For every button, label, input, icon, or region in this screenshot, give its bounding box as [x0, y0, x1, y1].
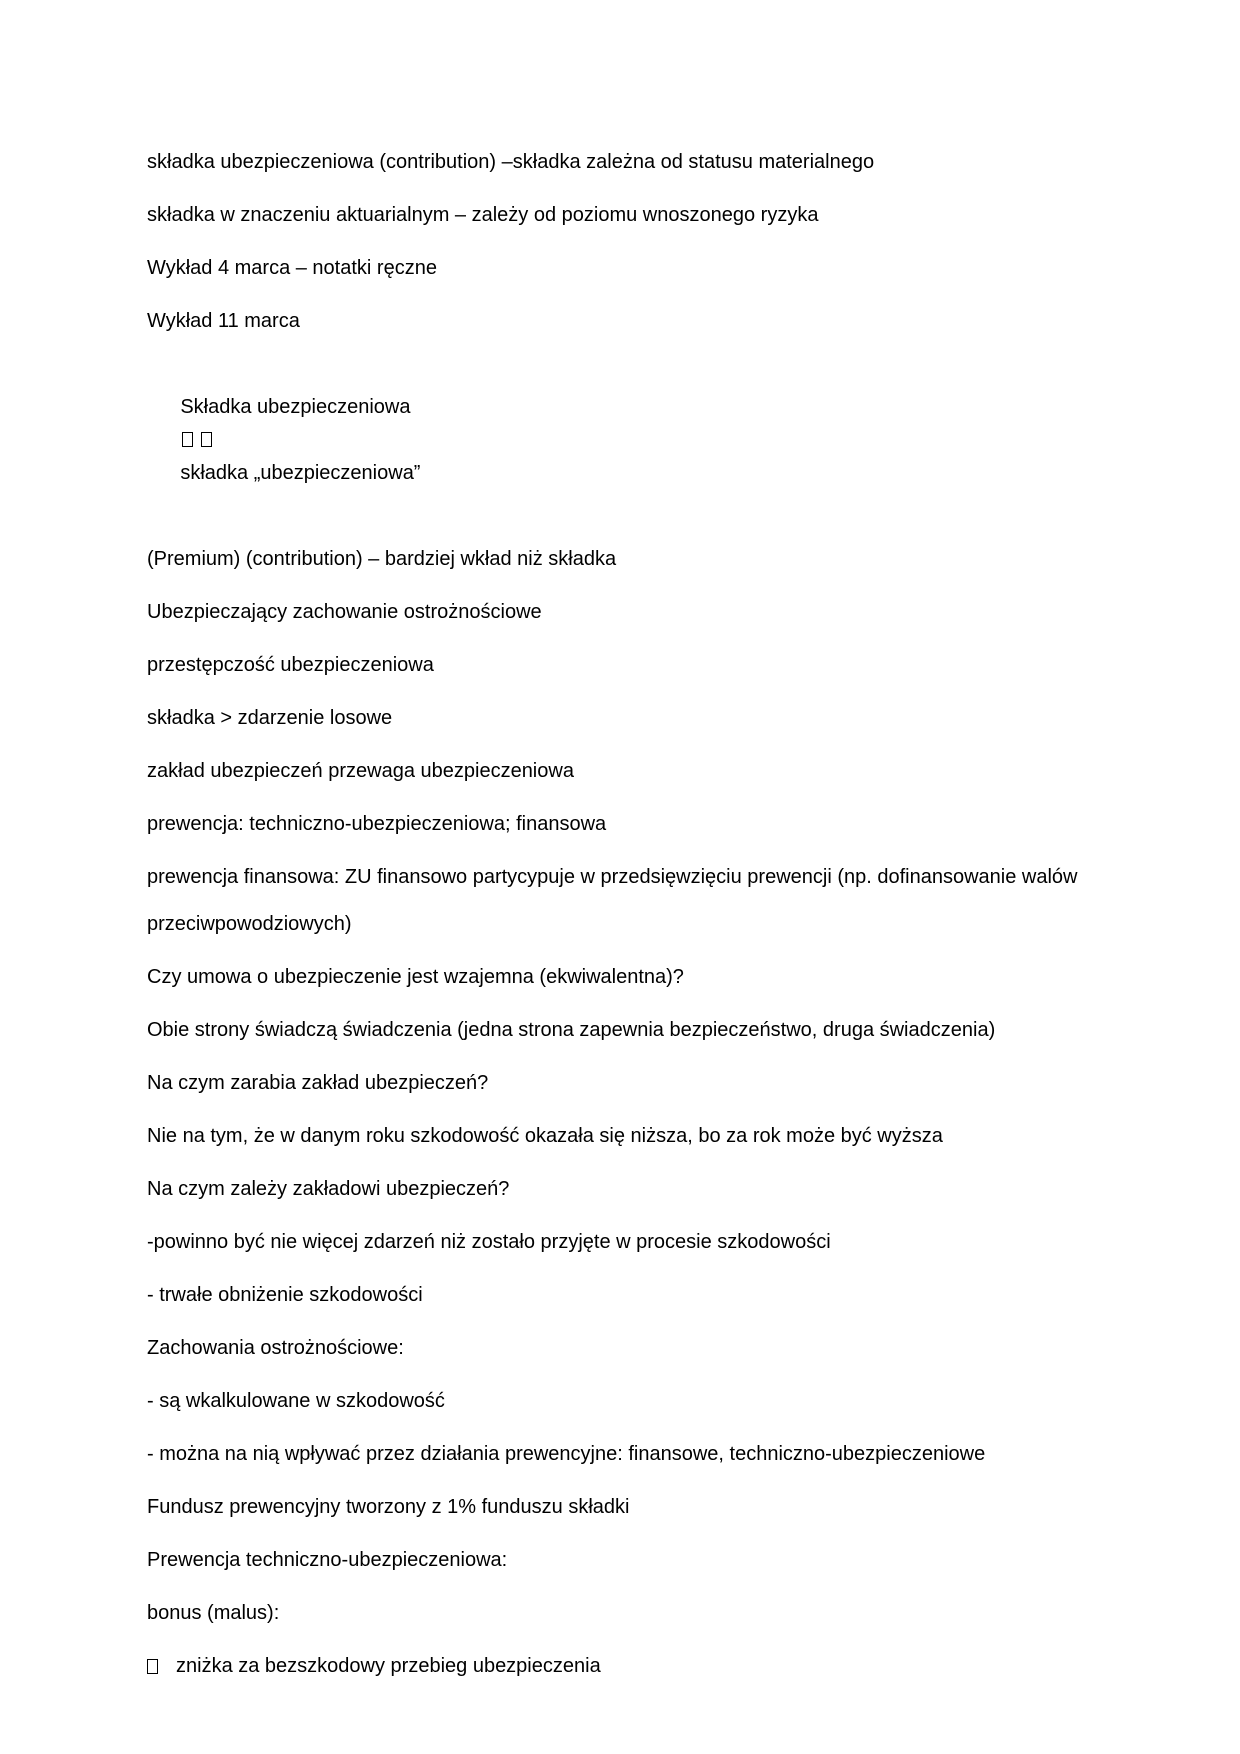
paragraph: zakład ubezpieczeń przewaga ubezpieczeniowa [147, 760, 574, 782]
paragraph: -powinno być nie więcej zdarzeń niż zostało przyjęte w procesie szkodowości [147, 1231, 831, 1253]
missing-glyph-icon [201, 432, 212, 447]
paragraph: Na czym zarabia zakład ubezpieczeń? [147, 1072, 489, 1094]
bullet-text: zniżka za bezszkodowy przebieg ubezpieczenia [176, 1655, 601, 1677]
paragraph-text-after: składka „ubezpieczeniowa” [180, 462, 421, 484]
paragraph: Na czym zależy zakładowi ubezpieczeń? [147, 1178, 510, 1200]
paragraph: Wykład 4 marca – notatki ręczne [147, 257, 437, 279]
paragraph: Czy umowa o ubezpieczenie jest wzajemna (ekwiwalentna)? [147, 966, 684, 988]
paragraph: Obie strony świadczą świadczenia (jedna strona zapewnia bezpieczeństwo, druga świadczenia) [147, 1019, 996, 1041]
paragraph: - trwałe obniżenie szkodowości [147, 1284, 423, 1306]
paragraph: Prewencja techniczno-ubezpieczeniowa: [147, 1549, 508, 1571]
paragraph: Ubezpieczający zachowanie ostrożnościowe [147, 601, 542, 623]
paragraph: Wykład 11 marca [147, 310, 300, 332]
missing-glyph-icon [182, 432, 193, 447]
paragraph-with-symbols [147, 358, 1087, 523]
paragraph: składka w znaczeniu aktuarialnym – zależy od poziomu wnoszonego ryzyka [147, 204, 819, 226]
paragraph: prewencja: techniczno-ubezpieczeniowa; finansowa [147, 813, 607, 835]
paragraph: Zachowania ostrożnościowe: [147, 1337, 404, 1359]
paragraph-text-before: Składka ubezpieczeniowa [180, 396, 411, 418]
paragraph: prewencja finansowa: ZU finansowo partycypuje w przedsięwzięciu prewencji (np. dofinansowanie walów [147, 866, 1078, 888]
paragraph: - można na nią wpływać przez działania prewencyjne: finansowe, techniczno-ubezpieczeniowe [147, 1443, 986, 1465]
paragraph: Nie na tym, że w danym roku szkodowość okazała się niższa, bo za rok może być wyższa [147, 1125, 943, 1147]
paragraph: Fundusz prewencyjny tworzony z 1% funduszu składki [147, 1496, 630, 1518]
bullet-list-item [147, 1650, 1087, 1683]
bullet-icon [147, 1659, 158, 1674]
paragraph: (Premium) (contribution) – bardziej wkład niż składka [147, 548, 617, 570]
document-body [147, 146, 1087, 1703]
paragraph: składka ubezpieczeniowa (contribution) –składka zależna od statusu materialnego [147, 151, 875, 173]
paragraph: - są wkalkulowane w szkodowość [147, 1390, 445, 1412]
paragraph: bonus (malus): [147, 1602, 280, 1624]
paragraph: przeciwpowodziowych) [147, 913, 352, 935]
paragraph: przestępczość ubezpieczeniowa [147, 654, 434, 676]
paragraph: składka > zdarzenie losowe [147, 707, 393, 729]
